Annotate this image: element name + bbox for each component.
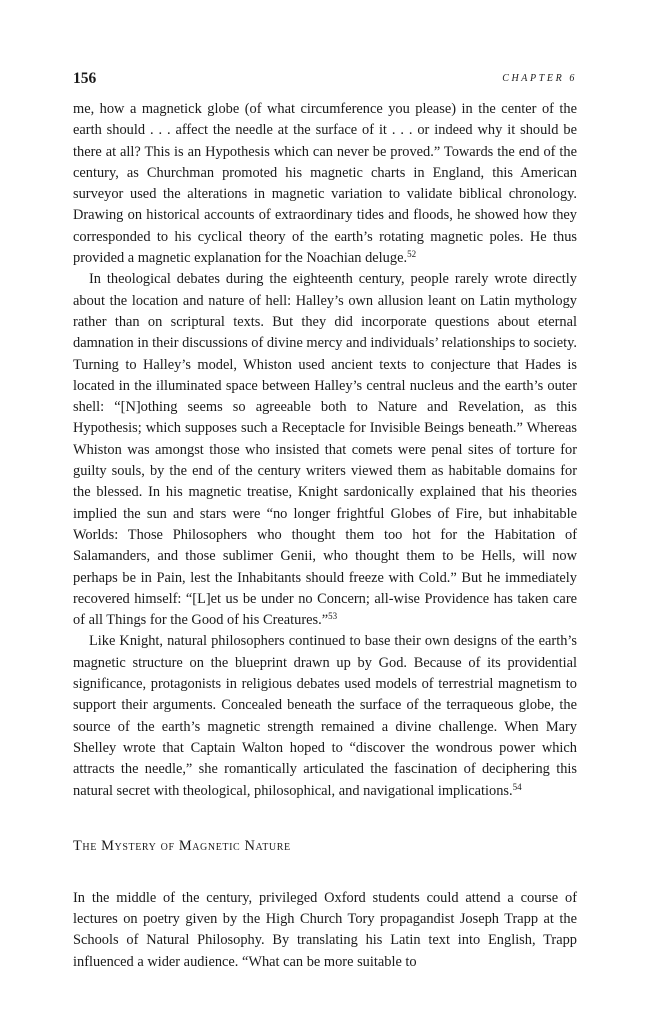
paragraph-continued bbox=[73, 99, 577, 269]
page-header bbox=[73, 70, 577, 92]
footnote-marker: 53 bbox=[328, 611, 338, 622]
body-text bbox=[73, 99, 577, 973]
running-head: CHAPTER 6 bbox=[502, 73, 577, 84]
footnote-marker: 52 bbox=[407, 249, 417, 260]
section-paragraph: In the middle of the century, privileged Oxford students could attend a course of lectures on poetry given by the High Church Tory propagandist Joseph Trapp at the Schools of Natural Philosophy. By translating his Latin text into English, Trapp influenced a wider audience. “What can be more suitable to bbox=[73, 889, 577, 970]
paragraph bbox=[73, 631, 577, 801]
page-number: 156 bbox=[73, 70, 97, 87]
paragraph-text: me, how a magnetick globe (of what circumference you please) in the center of the earth should . . . affect the needle at the surface of it . . . or indeed why it should be there at all? This is an Hypothesis which can never be proved.” Towards the end of the century, as Churchman promoted his magnetic charts in England, this American surveyor used the alterations in magnetic variation to validate biblical chronology. Drawing on historical accounts of extraordinary tides and floods, he showed how they corresponded to his cyclical theory of the earth’s rotating magnetic poles. He thus provided a magnetic explanation for the Noachian deluge. bbox=[73, 101, 577, 267]
paragraph-text: Like Knight, natural philosophers continued to base their own designs of the earth’s magnetic structure on the blueprint drawn up by God. Because of its providential significance, protagonists in religious debates used models of terrestrial magnetism to support their arguments. Concealed beneath the surface of the terraqueous globe, the source of the earth’s magnetic strength remained a divine challenge. When Mary Shelley wrote that Captain Walton hoped to “discover the wondrous power which attracts the needle,” she romantically articulated the fascination of deciphering this natural secret with theological, philosophical, and navigational implications. bbox=[73, 633, 577, 799]
section-heading: The Mystery of Magnetic Nature bbox=[73, 837, 291, 854]
footnote-marker: 54 bbox=[512, 781, 522, 792]
paragraph bbox=[73, 269, 577, 631]
paragraph-text: In theological debates during the eighteenth century, people rarely wrote directly about the location and nature of hell: Halley’s own allusion leant on Latin mythology rather than on scriptural texts. But they did incorporate questions about eternal damnation in their discussions of divine mercy and individuals’ relationships to society. Turning to Halley’s model, Whiston used ancient texts to conjecture that Hades is located in the illuminated space between Halley’s central nucleus and the earth’s outer shell: “[N]othing seems so agreeable both to Nature and Revelation, as this Hypothesis; which supposes such a Receptacle for Invisible Beings beneath.” Whereas Whiston was amongst those who insisted that comets were penal sites of torture for guilty souls, by the end of the century writers viewed them as habitable domains for the blessed. In his magnetic treatise, Knight sardonically explained that his theories implied the sun and stars were “no longer frightful Globes of Fire, but inhabitable Worlds: Those Philosophers who thought them too hot for the Habitation of Salamanders, and those sublimer Genii, who thought them to be Hells, will now perhaps be in Pain, lest the Inhabitants should freeze with Cold.” But he immediately recovered himself: “[L]et us be under no Concern; all-wise Providence has taken care of all Things for the Good of his Creatures.” bbox=[73, 271, 577, 629]
